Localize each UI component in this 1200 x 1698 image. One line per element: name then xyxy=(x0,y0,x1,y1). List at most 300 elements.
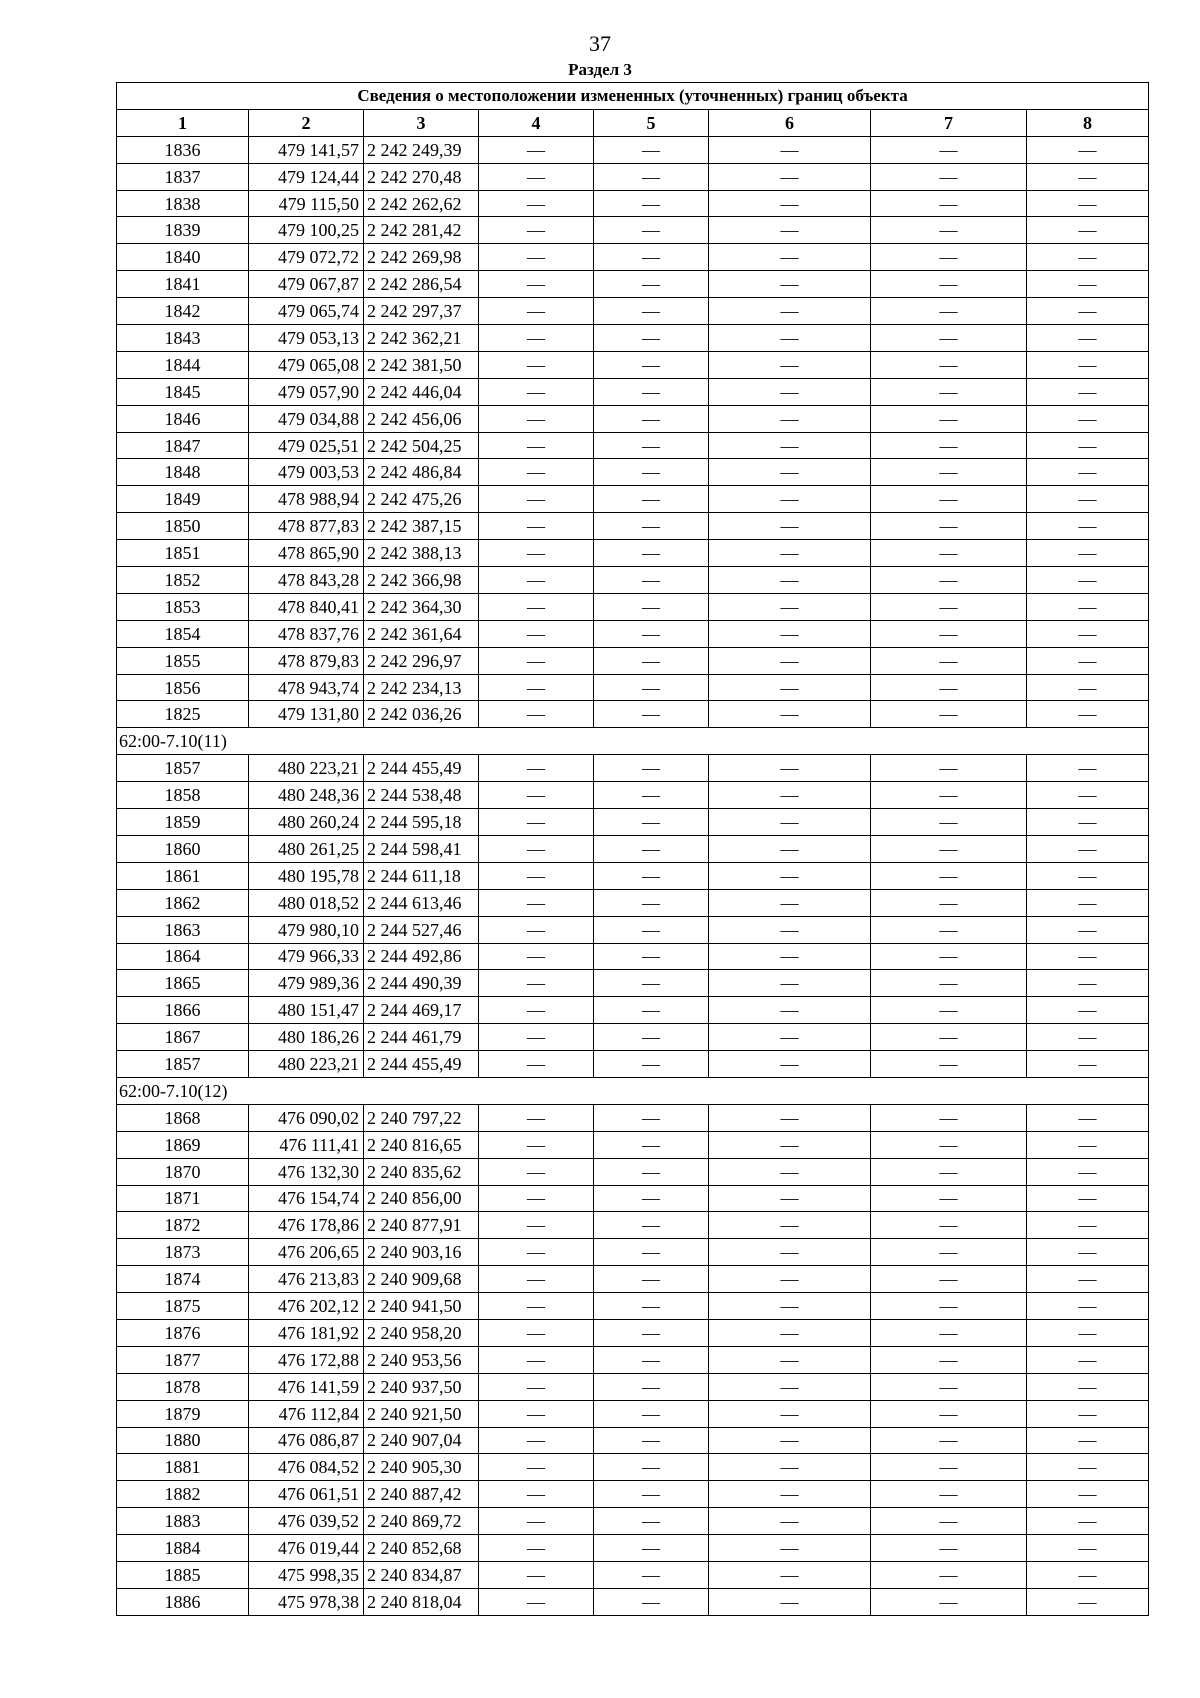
empty-value-cell: — xyxy=(594,835,709,862)
table-row xyxy=(117,997,1149,1024)
empty-value-cell: — xyxy=(1027,567,1149,594)
x-coordinate-cell: 479 100,25 xyxy=(249,217,364,244)
empty-value-cell: — xyxy=(871,1427,1027,1454)
table-row xyxy=(117,298,1149,325)
point-number-cell: 1848 xyxy=(117,459,249,486)
empty-value-cell: — xyxy=(1027,271,1149,298)
empty-value-cell: — xyxy=(709,325,871,352)
empty-value-cell: — xyxy=(479,1131,594,1158)
point-number-cell: 1850 xyxy=(117,513,249,540)
x-coordinate-cell: 479 072,72 xyxy=(249,244,364,271)
empty-value-cell: — xyxy=(709,1346,871,1373)
y-coordinate-cell: 2 240 941,50 xyxy=(364,1293,479,1320)
empty-value-cell: — xyxy=(871,1293,1027,1320)
x-coordinate-cell: 478 988,94 xyxy=(249,486,364,513)
table-row xyxy=(117,217,1149,244)
table-row xyxy=(117,378,1149,405)
empty-value-cell: — xyxy=(479,1481,594,1508)
empty-value-cell: — xyxy=(594,351,709,378)
empty-value-cell: — xyxy=(594,970,709,997)
point-number-cell: 1843 xyxy=(117,325,249,352)
empty-value-cell: — xyxy=(871,674,1027,701)
empty-value-cell: — xyxy=(709,244,871,271)
y-coordinate-cell: 2 242 262,62 xyxy=(364,190,479,217)
empty-value-cell: — xyxy=(709,620,871,647)
table-row xyxy=(117,862,1149,889)
empty-value-cell: — xyxy=(1027,1454,1149,1481)
x-coordinate-cell: 475 978,38 xyxy=(249,1588,364,1615)
empty-value-cell: — xyxy=(709,1104,871,1131)
empty-value-cell: — xyxy=(709,1239,871,1266)
empty-value-cell: — xyxy=(1027,970,1149,997)
point-number-cell: 1866 xyxy=(117,997,249,1024)
empty-value-cell: — xyxy=(1027,405,1149,432)
y-coordinate-cell: 2 240 816,65 xyxy=(364,1131,479,1158)
empty-value-cell: — xyxy=(479,513,594,540)
empty-value-cell: — xyxy=(479,1427,594,1454)
empty-value-cell: — xyxy=(479,889,594,916)
empty-value-cell: — xyxy=(594,782,709,809)
table-row xyxy=(117,1346,1149,1373)
y-coordinate-cell: 2 242 366,98 xyxy=(364,567,479,594)
empty-value-cell: — xyxy=(871,1131,1027,1158)
empty-value-cell: — xyxy=(594,809,709,836)
empty-value-cell: — xyxy=(594,244,709,271)
empty-value-cell: — xyxy=(1027,244,1149,271)
x-coordinate-cell: 480 018,52 xyxy=(249,889,364,916)
y-coordinate-cell: 2 242 269,98 xyxy=(364,244,479,271)
table-row xyxy=(117,1508,1149,1535)
empty-value-cell: — xyxy=(594,432,709,459)
empty-value-cell: — xyxy=(709,782,871,809)
y-coordinate-cell: 2 242 364,30 xyxy=(364,593,479,620)
empty-value-cell: — xyxy=(1027,1588,1149,1615)
empty-value-cell: — xyxy=(594,1508,709,1535)
y-coordinate-cell: 2 242 362,21 xyxy=(364,325,479,352)
point-number-cell: 1862 xyxy=(117,889,249,916)
empty-value-cell: — xyxy=(479,1373,594,1400)
empty-value-cell: — xyxy=(871,835,1027,862)
point-number-cell: 1886 xyxy=(117,1588,249,1615)
empty-value-cell: — xyxy=(1027,378,1149,405)
empty-value-cell: — xyxy=(871,1561,1027,1588)
empty-value-cell: — xyxy=(871,916,1027,943)
empty-value-cell: — xyxy=(871,459,1027,486)
empty-value-cell: — xyxy=(871,1588,1027,1615)
empty-value-cell: — xyxy=(594,1051,709,1078)
point-number-cell: 1868 xyxy=(117,1104,249,1131)
point-number-cell: 1864 xyxy=(117,943,249,970)
point-number-cell: 1865 xyxy=(117,970,249,997)
empty-value-cell: — xyxy=(1027,862,1149,889)
empty-value-cell: — xyxy=(479,862,594,889)
empty-value-cell: — xyxy=(594,862,709,889)
x-coordinate-cell: 480 248,36 xyxy=(249,782,364,809)
empty-value-cell: — xyxy=(1027,997,1149,1024)
empty-value-cell: — xyxy=(871,1319,1027,1346)
x-coordinate-cell: 478 843,28 xyxy=(249,567,364,594)
empty-value-cell: — xyxy=(871,244,1027,271)
y-coordinate-cell: 2 242 486,84 xyxy=(364,459,479,486)
table-row xyxy=(117,755,1149,782)
empty-value-cell: — xyxy=(709,997,871,1024)
empty-value-cell: — xyxy=(1027,1373,1149,1400)
empty-value-cell: — xyxy=(871,378,1027,405)
empty-value-cell: — xyxy=(709,1051,871,1078)
empty-value-cell: — xyxy=(871,862,1027,889)
x-coordinate-cell: 478 943,74 xyxy=(249,674,364,701)
empty-value-cell: — xyxy=(1027,1024,1149,1051)
column-number: 6 xyxy=(709,109,871,136)
y-coordinate-cell: 2 244 455,49 xyxy=(364,1051,479,1078)
empty-value-cell: — xyxy=(479,1185,594,1212)
empty-value-cell: — xyxy=(1027,1400,1149,1427)
column-number: 4 xyxy=(479,109,594,136)
empty-value-cell: — xyxy=(594,916,709,943)
x-coordinate-cell: 479 003,53 xyxy=(249,459,364,486)
point-number-cell: 1858 xyxy=(117,782,249,809)
y-coordinate-cell: 2 242 456,06 xyxy=(364,405,479,432)
x-coordinate-cell: 476 090,02 xyxy=(249,1104,364,1131)
x-coordinate-cell: 476 039,52 xyxy=(249,1508,364,1535)
empty-value-cell: — xyxy=(479,916,594,943)
empty-value-cell: — xyxy=(709,190,871,217)
point-number-cell: 1873 xyxy=(117,1239,249,1266)
empty-value-cell: — xyxy=(479,567,594,594)
x-coordinate-cell: 476 086,87 xyxy=(249,1427,364,1454)
empty-value-cell: — xyxy=(709,405,871,432)
empty-value-cell: — xyxy=(871,1158,1027,1185)
empty-value-cell: — xyxy=(479,190,594,217)
y-coordinate-cell: 2 244 595,18 xyxy=(364,809,479,836)
table-row xyxy=(117,405,1149,432)
empty-value-cell: — xyxy=(594,1561,709,1588)
empty-value-cell: — xyxy=(479,1051,594,1078)
empty-value-cell: — xyxy=(594,190,709,217)
empty-value-cell: — xyxy=(594,755,709,782)
empty-value-cell: — xyxy=(871,1104,1027,1131)
empty-value-cell: — xyxy=(709,1588,871,1615)
empty-value-cell: — xyxy=(479,782,594,809)
empty-value-cell: — xyxy=(709,1535,871,1562)
table-row xyxy=(117,1535,1149,1562)
x-coordinate-cell: 476 111,41 xyxy=(249,1131,364,1158)
empty-value-cell: — xyxy=(1027,163,1149,190)
empty-value-cell: — xyxy=(1027,1051,1149,1078)
empty-value-cell: — xyxy=(871,136,1027,163)
empty-value-cell: — xyxy=(1027,593,1149,620)
x-coordinate-cell: 476 172,88 xyxy=(249,1346,364,1373)
y-coordinate-cell: 2 242 361,64 xyxy=(364,620,479,647)
section-title: Раздел 3 xyxy=(568,60,632,79)
empty-value-cell: — xyxy=(594,486,709,513)
empty-value-cell: — xyxy=(479,271,594,298)
y-coordinate-cell: 2 242 387,15 xyxy=(364,513,479,540)
empty-value-cell: — xyxy=(1027,1104,1149,1131)
point-number-cell: 1876 xyxy=(117,1319,249,1346)
empty-value-cell: — xyxy=(1027,1346,1149,1373)
x-coordinate-cell: 480 261,25 xyxy=(249,835,364,862)
empty-value-cell: — xyxy=(871,1373,1027,1400)
empty-value-cell: — xyxy=(594,1400,709,1427)
point-number-cell: 1871 xyxy=(117,1185,249,1212)
empty-value-cell: — xyxy=(479,405,594,432)
column-number: 2 xyxy=(249,109,364,136)
empty-value-cell: — xyxy=(709,835,871,862)
y-coordinate-cell: 2 242 036,26 xyxy=(364,701,479,728)
empty-value-cell: — xyxy=(479,943,594,970)
table-row xyxy=(117,835,1149,862)
y-coordinate-cell: 2 242 381,50 xyxy=(364,351,479,378)
empty-value-cell: — xyxy=(871,298,1027,325)
empty-value-cell: — xyxy=(479,1535,594,1562)
table-row xyxy=(117,782,1149,809)
empty-value-cell: — xyxy=(594,325,709,352)
y-coordinate-cell: 2 242 446,04 xyxy=(364,378,479,405)
empty-value-cell: — xyxy=(871,1535,1027,1562)
empty-value-cell: — xyxy=(594,593,709,620)
y-coordinate-cell: 2 244 492,86 xyxy=(364,943,479,970)
empty-value-cell: — xyxy=(1027,351,1149,378)
empty-value-cell: — xyxy=(871,513,1027,540)
x-coordinate-cell: 476 061,51 xyxy=(249,1481,364,1508)
y-coordinate-cell: 2 240 797,22 xyxy=(364,1104,479,1131)
x-coordinate-cell: 476 132,30 xyxy=(249,1158,364,1185)
column-number: 1 xyxy=(117,109,249,136)
y-coordinate-cell: 2 242 286,54 xyxy=(364,271,479,298)
table-body xyxy=(117,136,1149,1615)
x-coordinate-cell: 475 998,35 xyxy=(249,1561,364,1588)
table-row xyxy=(117,593,1149,620)
empty-value-cell: — xyxy=(479,1561,594,1588)
x-coordinate-cell: 476 019,44 xyxy=(249,1535,364,1562)
empty-value-cell: — xyxy=(594,1185,709,1212)
point-number-cell: 1857 xyxy=(117,1051,249,1078)
empty-value-cell: — xyxy=(1027,1239,1149,1266)
empty-value-cell: — xyxy=(594,1131,709,1158)
empty-value-cell: — xyxy=(1027,1319,1149,1346)
empty-value-cell: — xyxy=(871,1400,1027,1427)
empty-value-cell: — xyxy=(1027,136,1149,163)
point-number-cell: 1879 xyxy=(117,1400,249,1427)
empty-value-cell: — xyxy=(594,1239,709,1266)
empty-value-cell: — xyxy=(479,298,594,325)
empty-value-cell: — xyxy=(1027,459,1149,486)
point-number-cell: 1874 xyxy=(117,1266,249,1293)
x-coordinate-cell: 476 084,52 xyxy=(249,1454,364,1481)
empty-value-cell: — xyxy=(479,540,594,567)
empty-value-cell: — xyxy=(479,163,594,190)
empty-value-cell: — xyxy=(1027,217,1149,244)
y-coordinate-cell: 2 240 958,20 xyxy=(364,1319,479,1346)
y-coordinate-cell: 2 240 856,00 xyxy=(364,1185,479,1212)
empty-value-cell: — xyxy=(709,1561,871,1588)
table-row xyxy=(117,1481,1149,1508)
table-row xyxy=(117,674,1149,701)
empty-value-cell: — xyxy=(709,271,871,298)
empty-value-cell: — xyxy=(479,432,594,459)
empty-value-cell: — xyxy=(871,567,1027,594)
empty-value-cell: — xyxy=(594,1481,709,1508)
empty-value-cell: — xyxy=(594,997,709,1024)
x-coordinate-cell: 479 980,10 xyxy=(249,916,364,943)
y-coordinate-cell: 2 244 538,48 xyxy=(364,782,479,809)
x-coordinate-cell: 476 213,83 xyxy=(249,1266,364,1293)
x-coordinate-cell: 476 178,86 xyxy=(249,1212,364,1239)
point-number-cell: 1847 xyxy=(117,432,249,459)
empty-value-cell: — xyxy=(479,1104,594,1131)
empty-value-cell: — xyxy=(1027,513,1149,540)
empty-value-cell: — xyxy=(1027,1266,1149,1293)
y-coordinate-cell: 2 244 455,49 xyxy=(364,755,479,782)
x-coordinate-cell: 476 154,74 xyxy=(249,1185,364,1212)
empty-value-cell: — xyxy=(479,755,594,782)
table-row xyxy=(117,1588,1149,1615)
empty-value-cell: — xyxy=(594,943,709,970)
empty-value-cell: — xyxy=(1027,647,1149,674)
point-number-cell: 1841 xyxy=(117,271,249,298)
empty-value-cell: — xyxy=(1027,325,1149,352)
empty-value-cell: — xyxy=(871,1212,1027,1239)
point-number-cell: 1885 xyxy=(117,1561,249,1588)
empty-value-cell: — xyxy=(479,378,594,405)
x-coordinate-cell: 478 837,76 xyxy=(249,620,364,647)
table-row xyxy=(117,809,1149,836)
empty-value-cell: — xyxy=(871,271,1027,298)
column-number: 8 xyxy=(1027,109,1149,136)
y-coordinate-cell: 2 240 905,30 xyxy=(364,1454,479,1481)
empty-value-cell: — xyxy=(479,674,594,701)
point-number-cell: 1872 xyxy=(117,1212,249,1239)
table-row xyxy=(117,970,1149,997)
empty-value-cell: — xyxy=(709,1400,871,1427)
y-coordinate-cell: 2 242 296,97 xyxy=(364,647,479,674)
point-number-cell: 1859 xyxy=(117,809,249,836)
empty-value-cell: — xyxy=(594,1024,709,1051)
empty-value-cell: — xyxy=(1027,486,1149,513)
empty-value-cell: — xyxy=(871,997,1027,1024)
empty-value-cell: — xyxy=(871,486,1027,513)
x-coordinate-cell: 480 186,26 xyxy=(249,1024,364,1051)
point-number-cell: 1877 xyxy=(117,1346,249,1373)
y-coordinate-cell: 2 244 527,46 xyxy=(364,916,479,943)
point-number-cell: 1837 xyxy=(117,163,249,190)
empty-value-cell: — xyxy=(479,1319,594,1346)
parcel-group-label: 62:00-7.10(11) xyxy=(117,728,1149,755)
empty-value-cell: — xyxy=(479,835,594,862)
empty-value-cell: — xyxy=(479,1293,594,1320)
empty-value-cell: — xyxy=(871,1239,1027,1266)
empty-value-cell: — xyxy=(709,1212,871,1239)
empty-value-cell: — xyxy=(479,593,594,620)
empty-value-cell: — xyxy=(479,620,594,647)
x-coordinate-cell: 479 034,88 xyxy=(249,405,364,432)
point-number-cell: 1867 xyxy=(117,1024,249,1051)
table-row xyxy=(117,1293,1149,1320)
y-coordinate-cell: 2 242 270,48 xyxy=(364,163,479,190)
empty-value-cell: — xyxy=(479,1024,594,1051)
table-row xyxy=(117,136,1149,163)
empty-value-cell: — xyxy=(709,217,871,244)
empty-value-cell: — xyxy=(871,217,1027,244)
point-number-cell: 1846 xyxy=(117,405,249,432)
y-coordinate-cell: 2 242 388,13 xyxy=(364,540,479,567)
column-number: 7 xyxy=(871,109,1027,136)
y-coordinate-cell: 2 242 504,25 xyxy=(364,432,479,459)
point-number-cell: 1875 xyxy=(117,1293,249,1320)
table-row xyxy=(117,701,1149,728)
empty-value-cell: — xyxy=(709,432,871,459)
empty-value-cell: — xyxy=(709,1158,871,1185)
empty-value-cell: — xyxy=(1027,1535,1149,1562)
table-row xyxy=(117,163,1149,190)
table-row xyxy=(117,1319,1149,1346)
empty-value-cell: — xyxy=(594,889,709,916)
empty-value-cell: — xyxy=(709,1185,871,1212)
empty-value-cell: — xyxy=(871,782,1027,809)
point-number-cell: 1854 xyxy=(117,620,249,647)
column-number-row xyxy=(117,109,1149,136)
empty-value-cell: — xyxy=(871,1024,1027,1051)
table-row xyxy=(117,325,1149,352)
table-row xyxy=(117,1373,1149,1400)
table-row xyxy=(117,1427,1149,1454)
column-number: 5 xyxy=(594,109,709,136)
empty-value-cell: — xyxy=(871,1185,1027,1212)
x-coordinate-cell: 480 151,47 xyxy=(249,997,364,1024)
empty-value-cell: — xyxy=(709,298,871,325)
point-number-cell: 1844 xyxy=(117,351,249,378)
y-coordinate-cell: 2 240 834,87 xyxy=(364,1561,479,1588)
empty-value-cell: — xyxy=(709,1319,871,1346)
x-coordinate-cell: 480 223,21 xyxy=(249,1051,364,1078)
x-coordinate-cell: 476 181,92 xyxy=(249,1319,364,1346)
table-row xyxy=(117,567,1149,594)
empty-value-cell: — xyxy=(1027,1481,1149,1508)
point-number-cell: 1882 xyxy=(117,1481,249,1508)
empty-value-cell: — xyxy=(709,1508,871,1535)
empty-value-cell: — xyxy=(594,1588,709,1615)
empty-value-cell: — xyxy=(709,1266,871,1293)
x-coordinate-cell: 479 025,51 xyxy=(249,432,364,459)
empty-value-cell: — xyxy=(594,163,709,190)
empty-value-cell: — xyxy=(594,1427,709,1454)
empty-value-cell: — xyxy=(871,647,1027,674)
empty-value-cell: — xyxy=(709,1293,871,1320)
empty-value-cell: — xyxy=(479,809,594,836)
empty-value-cell: — xyxy=(1027,1561,1149,1588)
empty-value-cell: — xyxy=(479,217,594,244)
x-coordinate-cell: 479 115,50 xyxy=(249,190,364,217)
point-number-cell: 1838 xyxy=(117,190,249,217)
empty-value-cell: — xyxy=(479,970,594,997)
empty-value-cell: — xyxy=(709,378,871,405)
empty-value-cell: — xyxy=(1027,916,1149,943)
empty-value-cell: — xyxy=(479,1454,594,1481)
point-number-cell: 1881 xyxy=(117,1454,249,1481)
y-coordinate-cell: 2 242 234,13 xyxy=(364,674,479,701)
empty-value-cell: — xyxy=(479,1400,594,1427)
empty-value-cell: — xyxy=(1027,1427,1149,1454)
point-number-cell: 1840 xyxy=(117,244,249,271)
empty-value-cell: — xyxy=(479,136,594,163)
empty-value-cell: — xyxy=(594,1104,709,1131)
empty-value-cell: — xyxy=(479,1239,594,1266)
empty-value-cell: — xyxy=(709,1454,871,1481)
x-coordinate-cell: 476 141,59 xyxy=(249,1373,364,1400)
empty-value-cell: — xyxy=(1027,620,1149,647)
empty-value-cell: — xyxy=(479,486,594,513)
